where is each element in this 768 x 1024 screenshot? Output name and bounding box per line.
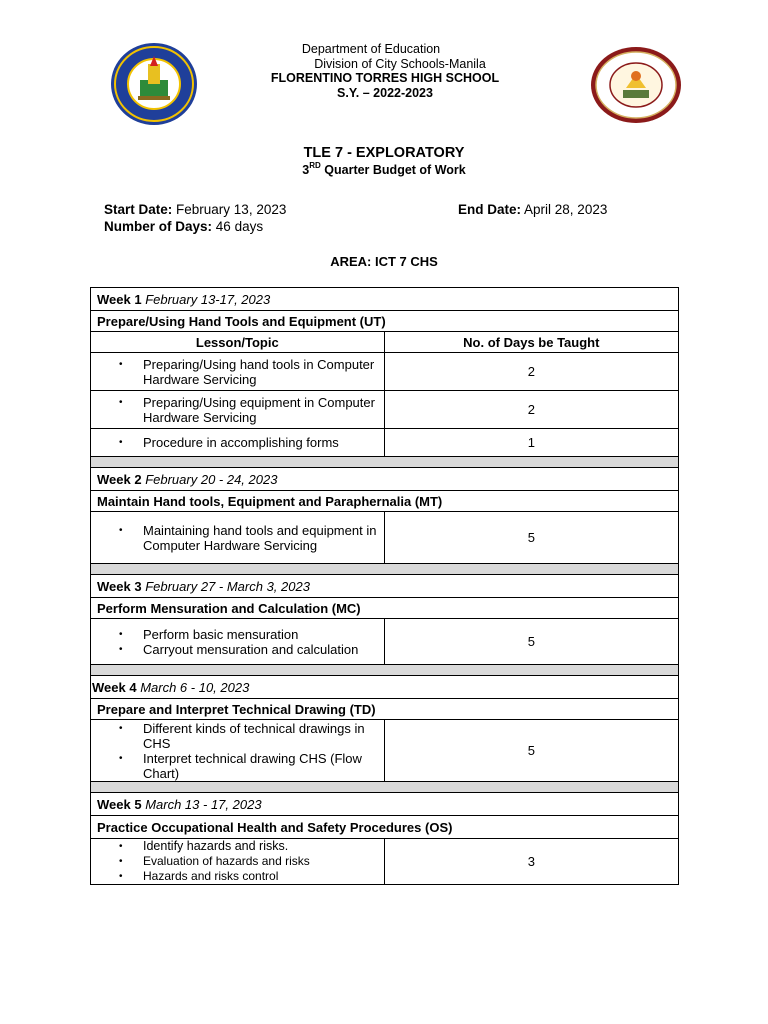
week-label: Week 1 [97,291,142,307]
division-seal-logo [110,42,198,126]
competency-row: Prepare/Using Hand Tools and Equipment (UT) [91,311,679,332]
week-row [91,676,679,699]
days-cell: 3 [384,839,678,885]
separator-row [91,564,679,575]
number-of-days [104,219,263,234]
competency-row: Prepare and Interpret Technical Drawing (TD) [91,699,679,720]
number-of-days-value: 46 days [215,219,264,234]
days-cell: 5 [384,619,678,665]
week-row [91,575,679,598]
week-dates: February 27 - March 3, 2023 [145,578,310,594]
column-header-lesson: Lesson/Topic [91,332,385,353]
week-label: Week 2 [97,471,142,487]
end-date-label: End Date: [458,202,522,217]
topic-cell [91,429,385,457]
topic-cell [91,839,385,885]
topic-item: • Evaluation of hazards and risks [143,854,378,869]
division-line: Division of City Schools-Manila [314,56,486,71]
end-date-value: April 28, 2023 [524,202,608,217]
document-subtitle [0,162,768,177]
days-cell: 2 [384,353,678,391]
budget-of-work-table [90,287,679,885]
week-dates: March 13 - 17, 2023 [145,796,262,812]
document-title: TLE 7 - EXPLORATORY [303,145,465,161]
topic-item: • Preparing/Using equipment in Computer Hardware Servicing [143,395,378,425]
separator-row [91,457,679,468]
subtitle-text: Quarter Budget of Work [320,163,466,178]
subtitle-superscript: RD [309,161,321,170]
number-of-days-label: Number of Days: [104,219,213,234]
letterhead [230,42,540,100]
topic-cell [91,391,385,429]
column-header-days: No. of Days be Taught [384,332,678,353]
topic-item: • Maintaining hand tools and equipment in Computer Hardware Servicing [143,523,378,553]
start-date-value: February 13, 2023 [176,202,287,217]
week-label: Week 5 [97,796,142,812]
week-row [91,793,679,816]
competency-row: Perform Mensuration and Calculation (MC) [91,598,679,619]
separator-row [91,665,679,676]
topic-item: • Hazards and risks control [143,869,378,884]
topic-cell [91,353,385,391]
topic-cell [91,720,385,782]
topic-item: • Carryout mensuration and calculation [143,642,378,657]
topic-cell [91,619,385,665]
school-name: FLORENTINO TORRES HIGH SCHOOL [270,71,500,85]
school-year: S.Y. – 2022-2023 [337,85,433,100]
topic-item: • Different kinds of technical drawings in CHS [143,721,378,751]
topic-item: • Preparing/Using hand tools in Computer Hardware Servicing [143,357,378,387]
days-cell: 1 [384,429,678,457]
department-line: Department of Education [301,42,441,56]
competency-row: Maintain Hand tools, Equipment and Paraphernalia (MT) [91,491,679,512]
week-dates: February 13-17, 2023 [145,291,271,307]
start-date-label: Start Date: [104,202,173,217]
days-cell: 2 [384,391,678,429]
week-row [91,468,679,491]
week-label: Week 4 [92,679,137,695]
week-label: Week 3 [97,578,142,594]
topic-cell [91,512,385,564]
week-dates: February 20 - 24, 2023 [145,471,278,487]
week-dates: March 6 - 10, 2023 [140,679,250,695]
start-date [104,202,286,217]
topic-item: • Identify hazards and risks. [143,839,378,854]
end-date [458,202,607,217]
days-cell: 5 [384,512,678,564]
school-seal-logo [590,46,682,124]
separator-row [91,782,679,793]
area-heading: AREA: ICT 7 CHS [330,254,438,269]
competency-row: Practice Occupational Health and Safety Procedures (OS) [91,816,679,839]
week-row [91,288,679,311]
topic-item: • Perform basic mensuration [143,627,378,642]
topic-item: • Procedure in accomplishing forms [143,435,378,450]
days-cell: 5 [384,720,678,782]
topic-item: • Interpret technical drawing CHS (Flow Chart) [143,751,378,781]
subtitle-ordinal: 3 [302,163,310,178]
